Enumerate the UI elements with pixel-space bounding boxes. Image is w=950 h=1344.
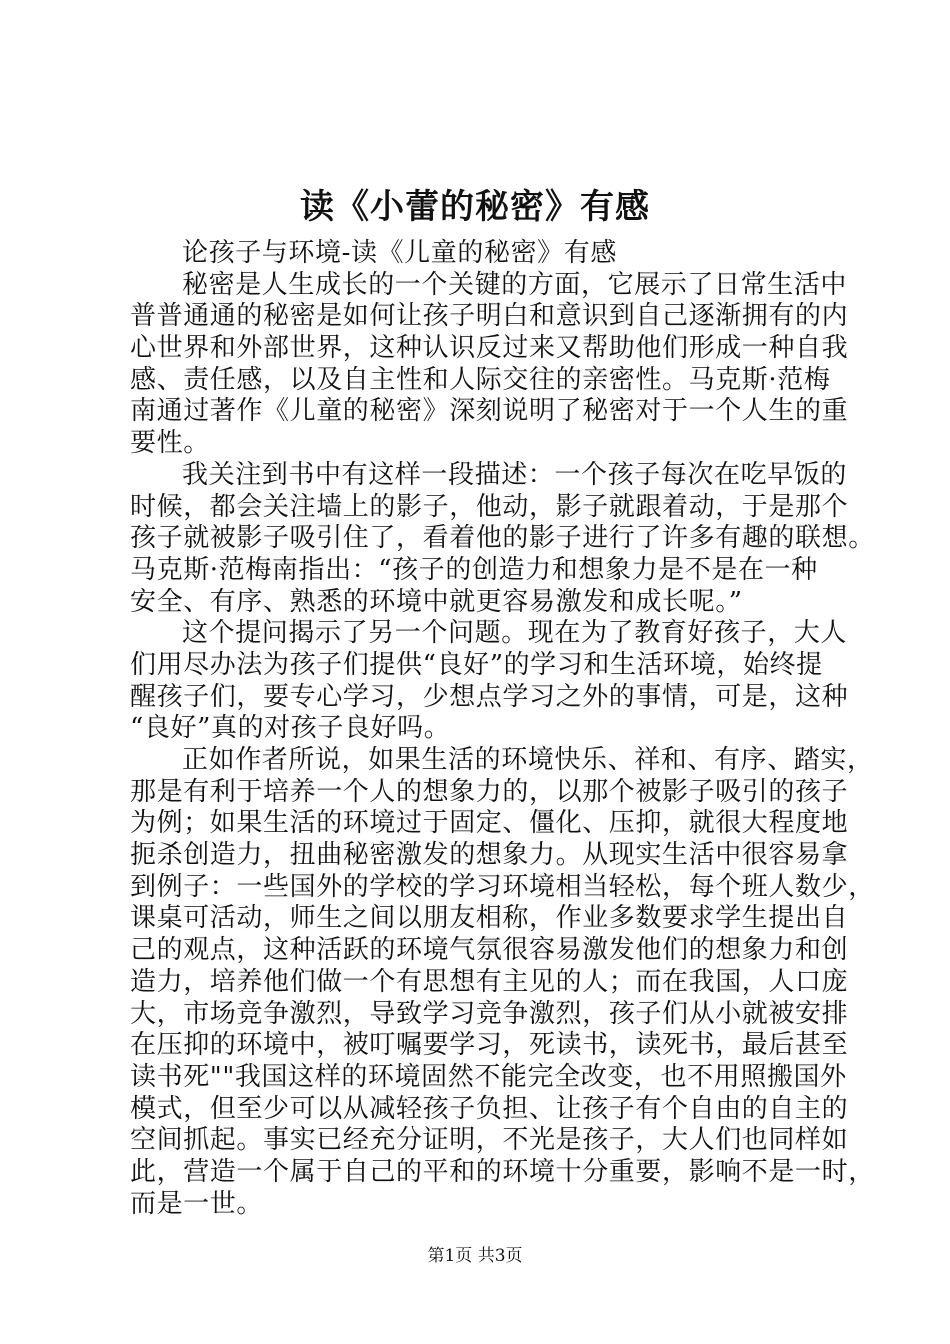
body-line: 为例；如果生活的环境过于固定、僵化、压抑，就很大程度地 bbox=[130, 808, 849, 839]
body-line: “良好”真的对孩子良好吗。 bbox=[130, 713, 451, 744]
body-line: 正如作者所说，如果生活的环境快乐、祥和、有序、踏实， bbox=[182, 745, 874, 775]
body-line: 们用尽办法为孩子们提供“良好”的学习和生活环境，始终提 bbox=[130, 649, 823, 680]
body-line: 在压抑的环境中，被叮嘱要学习，死读书，读死书，最后甚至 bbox=[130, 1030, 849, 1061]
body-line: 孩子就被影子吸引住了，看着他的影子进行了许多有趣的联想。 bbox=[130, 523, 875, 554]
body-line: 而是一世。 bbox=[130, 1188, 264, 1219]
body-line: 安全、有序、熟悉的环境中就更容易激发和成长呢。” bbox=[130, 586, 743, 617]
body-line: 课桌可活动，师生之间以朋友相称，作业多数要求学生提出自 bbox=[130, 903, 849, 934]
document-body bbox=[130, 238, 875, 1220]
body-line: 南通过著作《儿童的秘密》深刻说明了秘密对于一个人生的重 bbox=[130, 396, 849, 427]
body-line: 那是有利于培养一个人的想象力的，以那个被影子吸引的孩子 bbox=[130, 776, 849, 807]
body-line: 空间抓起。事实已经充分证明，不光是孩子，大人们也同样如 bbox=[130, 1125, 849, 1156]
body-line: 到例子：一些国外的学校的学习环境相当轻松，每个班人数少， bbox=[130, 871, 875, 902]
body-line: 秘密是人生成长的一个关键的方面，它展示了日常生活中 bbox=[182, 269, 848, 300]
body-line: 要性。 bbox=[130, 428, 210, 459]
body-line: 心世界和外部世界，这种认识反过来又帮助他们形成一种自我 bbox=[130, 333, 849, 364]
body-line: 马克斯·范梅南指出：“孩子的创造力和想象力是不是在一种 bbox=[130, 554, 818, 585]
body-line: 造力，培养他们做一个有思想有主见的人；而在我国，人口庞 bbox=[130, 966, 849, 997]
body-line: 感、责任感，以及自主性和人际交往的亲密性。马克斯·范梅 bbox=[130, 364, 831, 395]
body-line: 读书死""我国这样的环境固然不能完全改变，也不用照搬国外 bbox=[130, 1061, 847, 1092]
body-line: 时候，都会关注墙上的影子，他动，影子就跟着动，于是那个 bbox=[130, 491, 849, 522]
body-line: 此，营造一个属于自己的平和的环境十分重要，影响不是一时， bbox=[130, 1156, 875, 1187]
body-line: 己的观点，这种活跃的环境气氛很容易激发他们的想象力和创 bbox=[130, 935, 849, 966]
document-title: 读《小蕾的秘密》有感 bbox=[300, 187, 650, 227]
body-line: 普普通通的秘密是如何让孩子明白和意识到自己逐渐拥有的内 bbox=[130, 301, 849, 332]
page-footer: 第1页 共3页 bbox=[427, 1246, 523, 1266]
body-line: 大，市场竞争激烈，导致学习竞争激烈，孩子们从小就被安排 bbox=[130, 998, 849, 1029]
body-line: 模式，但至少可以从减轻孩子负担、让孩子有个自由的自主的 bbox=[130, 1093, 849, 1124]
body-line: 我关注到书中有这样一段描述：一个孩子每次在吃早饭的 bbox=[182, 459, 848, 490]
body-line: 醒孩子们，要专心学习，少想点学习之外的事情，可是，这种 bbox=[130, 681, 849, 712]
body-line: 论孩子与环境-读《儿童的秘密》有感 bbox=[182, 238, 617, 268]
body-line: 这个提问揭示了另一个问题。现在为了教育好孩子，大人 bbox=[182, 618, 848, 649]
body-line: 扼杀创造力，扭曲秘密激发的想象力。从现实生活中很容易拿 bbox=[130, 840, 849, 871]
